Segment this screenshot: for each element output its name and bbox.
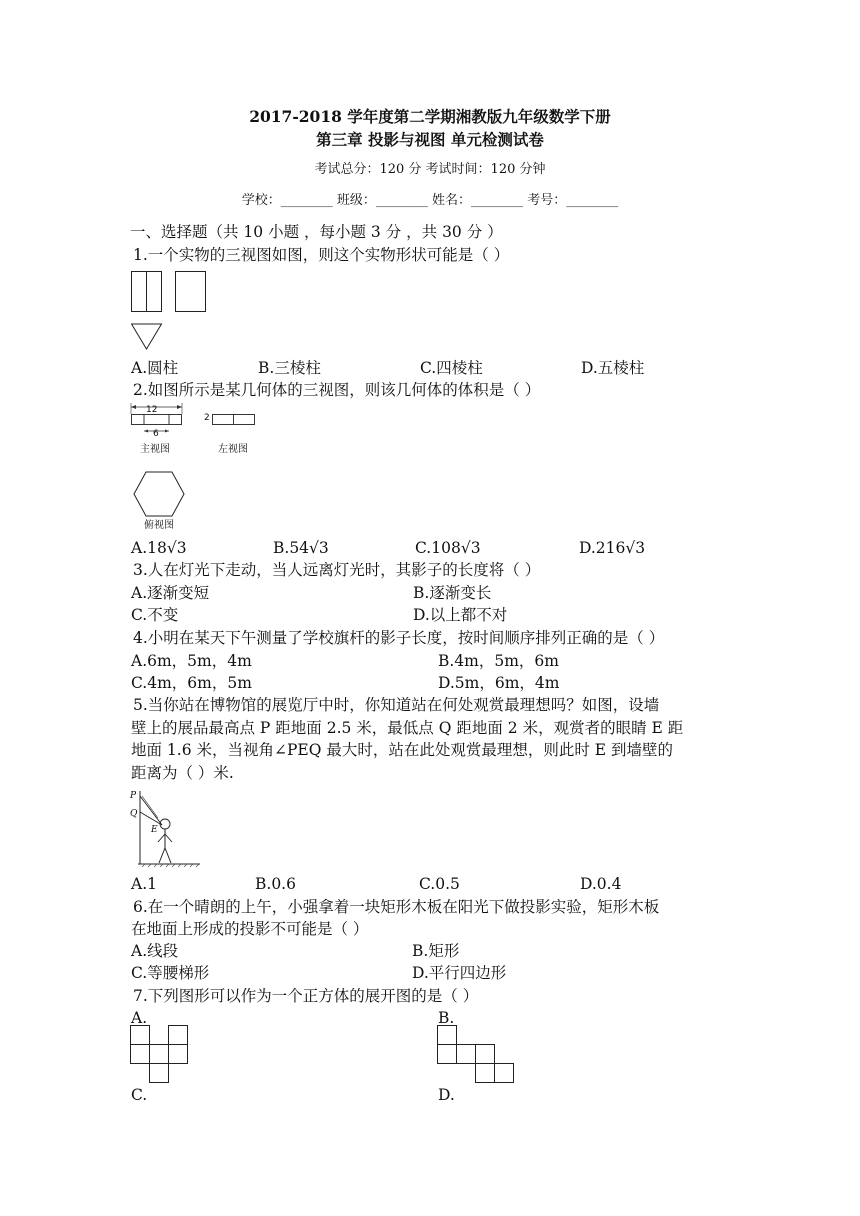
title-line-1: 2017-2018 学年度第二学期湘教版九年级数学下册 [249, 107, 611, 126]
exam-info: 考试总分：120 分 考试时间：120 分钟 [314, 162, 546, 177]
question-2-left-view-label: 左视图 [218, 444, 248, 455]
question-6-option-b[interactable]: B.矩形 [412, 942, 460, 960]
question-2-option-d[interactable]: D.216√3 [579, 539, 646, 557]
question-3-option-a[interactable]: A.逐渐变短 [131, 584, 210, 602]
question-7-option-d[interactable]: D. [438, 1086, 455, 1104]
question-7-stem: 7.下列图形可以作为一个正方体的展开图的是（ ） [133, 987, 479, 1005]
question-5-stem-line-3: 地面 1.6 米，当视角∠PEQ 最大时，站在此处观赏最理想，则此时 E 到墙壁的 [131, 741, 674, 759]
question-7-option-a-net-figure [130, 1025, 190, 1085]
question-5-stem-line-2: 壁上的展品最高点 P 距地面 2.5 米，最低点 Q 距地面 2 米，观赏者的眼睛 E 距 [131, 719, 684, 737]
question-5-option-a[interactable]: A.1 [131, 875, 157, 893]
question-1-option-b[interactable]: B.三棱柱 [258, 359, 321, 377]
question-5-label-e: E [151, 825, 158, 835]
question-5-label-p: P [130, 791, 137, 801]
question-1-three-views-figure [131, 271, 211, 351]
question-1-option-d[interactable]: D.五棱柱 [581, 359, 645, 377]
question-3-option-d[interactable]: D.以上都不对 [413, 606, 508, 624]
question-7-option-a[interactable]: A. [131, 1009, 148, 1027]
question-7-option-b[interactable]: B. [438, 1009, 455, 1027]
question-4-stem: 4.小明在某天下午测量了学校旗杆的影子长度，按时间顺序排列正确的是（ ） [133, 629, 665, 647]
question-3-option-b[interactable]: B.逐渐变长 [413, 584, 492, 602]
question-2-stem: 2.如图所示是某几何体的三视图，则该几何体的体积是（ ） [133, 381, 541, 399]
question-5-option-c[interactable]: C.0.5 [419, 875, 460, 893]
question-2-top-view-label: 俯视图 [144, 520, 174, 531]
question-6-option-c[interactable]: C.等腰梯形 [131, 964, 210, 982]
question-2-front-view-label: 主视图 [140, 444, 170, 455]
question-5-option-d[interactable]: D.0.4 [580, 875, 622, 893]
question-2-left-dim: 2 [204, 413, 210, 423]
question-4-option-a[interactable]: A.6m，5m，4m [131, 652, 252, 670]
section-heading: 一、选择题（共 10 小题 ，每小题 3 分 ，共 30 分 ） [130, 223, 503, 241]
question-3-option-c[interactable]: C.不变 [131, 606, 179, 624]
question-6-stem-line-1: 6.在一个晴朗的上午，小强拿着一块矩形木板在阳光下做投影实验，矩形木板 [133, 898, 660, 916]
question-1-option-c[interactable]: C.四棱柱 [420, 359, 483, 377]
question-2-option-c[interactable]: C.108√3 [415, 539, 481, 557]
question-5-stem-line-1: 5.当你站在博物馆的展览厅中时，你知道站在何处观赏最理想吗？如图，设墙 [133, 696, 660, 714]
question-6-option-a[interactable]: A.线段 [131, 942, 179, 960]
question-1-option-a[interactable]: A.圆柱 [131, 359, 179, 377]
question-5-option-b[interactable]: B.0.6 [255, 875, 296, 893]
question-3-stem: 3.人在灯光下走动，当人远离灯光时，其影子的长度将（ ） [133, 561, 541, 579]
question-2-option-a[interactable]: A.18√3 [131, 539, 187, 557]
question-4-option-b[interactable]: B.4m，5m，6m [438, 652, 559, 670]
question-5-stem-line-4: 距离为（ ）米. [131, 764, 234, 782]
question-7-option-c[interactable]: C. [131, 1086, 148, 1104]
question-6-stem-line-2: 在地面上形成的投影不可能是（ ） [131, 920, 369, 938]
student-info: 学校：________ 班级：________ 姓名：________ 考号：________ [241, 193, 619, 208]
question-4-option-d[interactable]: D.5m，6m，4m [438, 674, 560, 692]
question-2-dim-bottom: 6 [153, 429, 159, 439]
question-7-option-b-net-figure [437, 1025, 517, 1085]
question-1-stem: 1.一个实物的三视图如图，则这个实物形状可能是（ ） [133, 246, 510, 264]
question-5-wall-viewer-figure [128, 788, 203, 868]
question-6-option-d[interactable]: D.平行四边形 [412, 964, 507, 982]
question-4-option-c[interactable]: C.4m，6m，5m [131, 674, 252, 692]
question-2-dim-top: 12 [146, 405, 158, 415]
question-2-option-b[interactable]: B.54√3 [273, 539, 329, 557]
title-line-2: 第三章 投影与视图 单元检测试卷 [316, 130, 544, 149]
question-5-label-q: Q [130, 809, 138, 819]
